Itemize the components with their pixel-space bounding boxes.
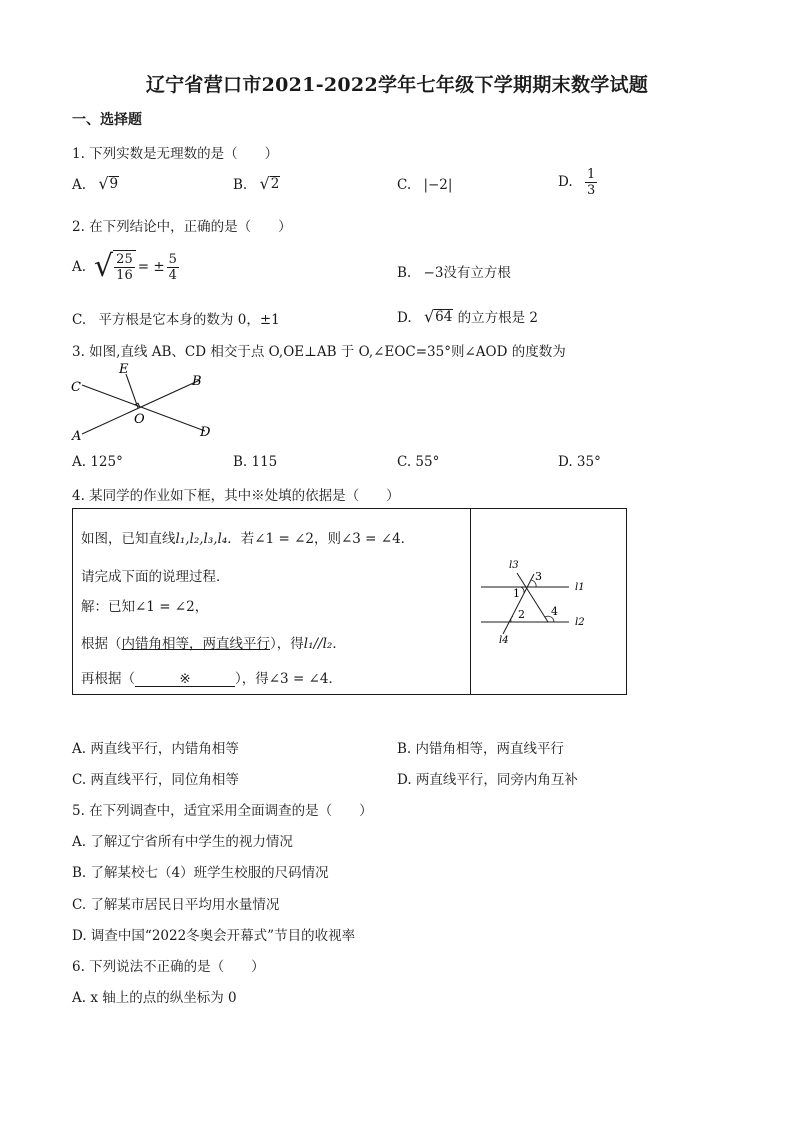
option-label: C. [397,177,412,193]
q4-option-c[interactable]: C. 两直线平行，同位角相等 [72,772,239,788]
box-line-4 [81,632,346,652]
question-4-stem: 4. 某同学的作业如下框，其中※处填的依据是（ ） [72,488,400,504]
q5-option-a[interactable]: A. 了解辽宁省所有中学生的视力情况 [72,834,293,850]
q1-option-a[interactable] [72,176,119,193]
denominator: 3 [586,183,596,198]
radical-sign-icon: √ [98,174,109,193]
angle-arc [521,587,524,593]
sqrt-expression [94,250,136,284]
point-label-d: D [200,425,211,440]
q6-option-a[interactable]: A. x 轴上的点的纵坐标为 0 [72,990,237,1006]
fraction [114,252,135,283]
q4-option-b[interactable]: B. 内错角相等，两直线平行 [397,741,565,757]
section-heading: 一、选择题 [72,112,142,128]
line-names: l₁,l₂,l₃,l₄ [175,531,228,547]
label-l3: l3 [509,560,519,571]
parallel-result: l₁//l₂ [303,636,333,652]
point-label-a: A [72,429,82,444]
line-l4 [503,574,534,634]
equals-plus-minus: = ± [137,259,165,275]
q1-option-d[interactable] [558,167,597,198]
q1-option-b[interactable] [233,176,280,193]
denominator: 16 [116,268,133,283]
option-label: C. [72,312,87,328]
option-label: A. [72,259,87,275]
q4-option-a[interactable]: A. 两直线平行，内错角相等 [72,741,239,757]
radicand: 64 [435,309,453,325]
q2-option-a[interactable] [72,250,179,284]
q3-option-c[interactable]: C. 55° [397,454,440,470]
text: ． [332,636,346,652]
sqrt-expression [260,176,281,192]
point-label-o: O [134,412,145,427]
q5-option-c[interactable]: C. 了解某市居民日平均用水量情况 [72,897,280,913]
box-divider [470,509,471,694]
q4-homework-box [72,508,627,695]
numerator: 5 [168,251,177,267]
point-label-b: B [192,374,202,389]
q3-option-a[interactable]: A. 125° [72,454,123,470]
radical-sign-icon: √ [94,249,114,284]
q5-option-b[interactable]: B. 了解某校七（4）班学生校服的尺码情况 [72,865,329,881]
text: ．若∠1 = ∠2，则∠3 = ∠4． [227,531,415,547]
denominator: 4 [168,267,177,283]
question-3-stem: 3. 如图,直线 AB、CD 相交于点 O,OE⊥AB 于 O,∠EOC=35°则∠AOD 的度数为 [72,344,566,360]
radical-sign-icon: √ [259,174,270,193]
box-line-5 [81,667,342,687]
box-line-3: 解：已知∠1 = ∠2， [81,599,209,615]
text: 根据（ [81,636,122,652]
radical-sign-icon: √ [423,307,435,326]
page-title: 辽宁省营口市2021-2022学年七年级下学期期末数学试题 [145,74,649,96]
option-label: B. [397,265,412,281]
radicand: 9 [109,176,119,192]
option-label: D. [558,174,573,190]
angle-label-4: 4 [551,605,558,618]
q3-option-b[interactable]: B. 115 [233,454,278,470]
answer-blank[interactable]: ※ [135,672,235,687]
question-6-stem: 6. 下列说法不正确的是（ ） [72,959,265,975]
radicand: 2 [270,176,280,192]
underlined-reason: 内错角相等，两直线平行 [121,636,270,652]
q1-option-c[interactable] [397,177,452,193]
sqrt-expression [424,309,453,325]
label-l4: l4 [499,635,509,646]
option-text: −3没有立方根 [423,265,511,281]
q3-intersecting-lines-figure [60,358,230,448]
angle-label-1: 1 [513,587,520,600]
ray-oe [126,374,138,408]
numerator: 25 [116,252,133,267]
option-text: 的立方根是 2 [457,310,539,326]
box-line-2: 请完成下面的说理过程． [81,569,230,585]
label-l2: l2 [575,617,585,628]
q2-option-c[interactable] [72,308,280,328]
q3-option-d[interactable]: D. 35° [558,454,601,470]
option-label: B. [233,177,248,193]
angle-label-3: 3 [535,570,542,583]
text: 如图，已知直线 [81,531,176,547]
label-l1: l1 [575,582,585,593]
option-label: D. [397,310,412,326]
numerator: 1 [586,167,596,182]
text: ），得∠3 = ∠4． [235,671,342,687]
angle-arc [511,616,513,622]
question-2-stem: 2. 在下列结论中，正确的是（ ） [72,219,292,235]
question-1-stem: 1. 下列实数是无理数的是（ ） [72,146,279,162]
text: 再根据（ [81,671,135,687]
option-text: 平方根是它本身的数为 0，±1 [98,312,280,328]
q2-option-d[interactable] [397,306,538,326]
fraction [167,252,179,283]
angle-label-2: 2 [518,608,525,621]
q5-option-d[interactable]: D. 调查中国“2022冬奥会开幕式”节目的收视率 [72,928,356,944]
q4-parallel-lines-figure [473,551,623,651]
fraction [585,167,597,198]
option-text: |−2| [423,177,453,193]
point-label-c: C [71,380,81,395]
sqrt-expression [98,176,119,192]
question-5-stem: 5. 在下列调查中，适宜采用全面调查的是（ ） [72,803,373,819]
text: ），得 [270,636,304,652]
option-label: A. [72,177,87,193]
box-line-1 [81,527,414,547]
q2-option-b[interactable] [397,261,511,281]
q4-option-d[interactable]: D. 两直线平行，同旁内角互补 [397,772,578,788]
point-label-e: E [119,362,129,377]
